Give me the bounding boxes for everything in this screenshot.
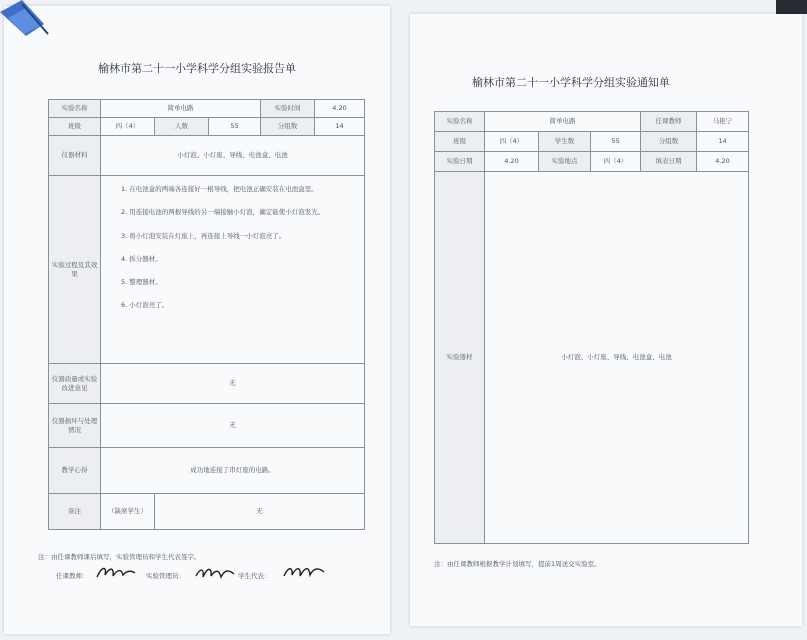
people-label: 人数 <box>155 118 209 136</box>
notice-date-label: 实验日期 <box>435 152 485 172</box>
student-sign-label: 学生代表： <box>238 572 271 580</box>
background-edge <box>776 0 807 14</box>
step-item: 4. 拆分器材。 <box>121 254 162 263</box>
remark-label: 备注 <box>49 494 101 530</box>
notice-place-value: 四（4） <box>591 152 641 172</box>
instruments-value: 小灯泡、小灯座、导线、电池盒、电池 <box>101 136 365 176</box>
notice-name-value: 简单电路 <box>485 112 641 132</box>
instruments-label: 仪器材料 <box>49 136 101 176</box>
remark-value: 无 <box>155 494 365 530</box>
time-value: 4.20 <box>315 100 365 118</box>
teacher-signature <box>94 562 138 584</box>
process-steps <box>101 176 365 364</box>
notice-fill-date-value: 4.20 <box>697 152 749 172</box>
notice-title: 榆林市第二十一小学科学分组实验通知单 <box>472 76 670 89</box>
admin-sign-label: 实验管理员： <box>146 572 185 580</box>
notice-teacher-value: 马艳宁 <box>697 112 749 132</box>
class-value: 四（4） <box>101 118 155 136</box>
student-signature <box>282 561 326 583</box>
notice-groups-value: 14 <box>697 132 749 152</box>
notice-class-value: 四（4） <box>485 132 539 152</box>
notice-class-label: 班级 <box>435 132 485 152</box>
name-label: 实验名称 <box>49 100 101 118</box>
reflection-value: 成功地连接了串灯座的电路。 <box>101 448 365 494</box>
loss-label: 仪器损坏与处理情况 <box>49 404 101 448</box>
reflection-label: 教学心得 <box>49 448 101 494</box>
time-label: 实验时间 <box>261 100 315 118</box>
people-value: 55 <box>209 118 261 136</box>
report-note: 注：由任课教师课后填写，实验管理员和学生代表签字。 <box>38 553 201 561</box>
notice-teacher-label: 任课教师 <box>641 112 697 132</box>
damage-value: 无 <box>101 364 365 404</box>
notice-fill-date-label: 填表日期 <box>641 152 697 172</box>
binder-clip-icon <box>0 0 56 44</box>
groups-value: 14 <box>315 118 365 136</box>
notice-note: 注：由任课教师根据教学计划填写，提前1周送交实验室。 <box>434 560 601 568</box>
loss-value: 无 <box>101 404 365 448</box>
notice-groups-label: 分组数 <box>641 132 697 152</box>
notice-date-value: 4.20 <box>485 152 539 172</box>
process-label: 实验过程及其效果 <box>49 176 101 364</box>
notice-equipment-value: 小灯泡、小灯座、导线、电池盒、电池 <box>485 172 749 544</box>
damage-label: 仪器质量或实验改进意见 <box>49 364 101 404</box>
step-item: 2. 用连接电池的两根导线的另一端接触小灯泡，确定能使小灯泡发光。 <box>121 208 325 217</box>
step-item: 6. 小灯泡亮了。 <box>121 301 169 310</box>
teacher-sign-label: 任课教师： <box>56 572 89 580</box>
notice-students-value: 55 <box>591 132 641 152</box>
name-value: 简单电路 <box>101 100 261 118</box>
absent-label: （缺席学生） <box>101 494 155 530</box>
groups-label: 分组数 <box>261 118 315 136</box>
notice-sheet <box>410 14 802 626</box>
admin-signature <box>194 562 236 584</box>
report-sheet <box>4 6 390 634</box>
notice-name-label: 实验名称 <box>435 112 485 132</box>
notice-table <box>434 111 749 544</box>
step-item: 3. 将小灯泡安装在灯座上，再连接上导线一小灯泡亮了。 <box>121 231 286 240</box>
report-title: 榆林市第二十一小学科学分组实验报告单 <box>98 62 296 75</box>
notice-students-label: 学生数 <box>539 132 591 152</box>
class-label: 班级 <box>49 118 101 136</box>
notice-place-label: 实验地点 <box>539 152 591 172</box>
report-table <box>48 99 365 530</box>
notice-equipment-label: 实验器材 <box>435 172 485 544</box>
step-item: 5. 整理器材。 <box>121 278 162 287</box>
step-item: 1. 在电池盒的两端各连接好一根导线，把电池正确安装在电池盒里。 <box>121 185 318 193</box>
